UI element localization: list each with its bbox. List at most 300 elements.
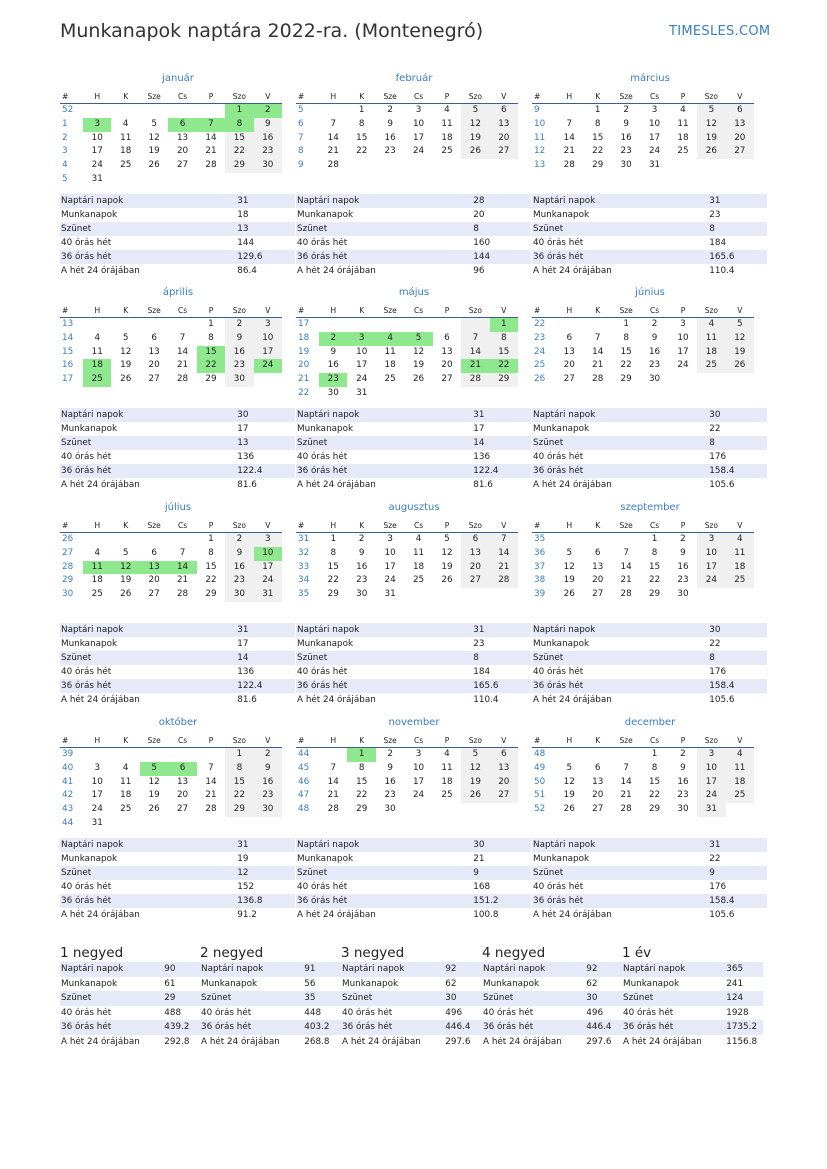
day-cell[interactable]: 2 bbox=[387, 749, 393, 759]
day-cell[interactable]: 25 bbox=[120, 160, 132, 171]
day-cell[interactable]: 26 bbox=[120, 374, 132, 385]
day-cell[interactable]: 1 bbox=[208, 534, 214, 544]
holiday-day[interactable]: 7 bbox=[197, 118, 225, 132]
day-cell[interactable]: 5 bbox=[122, 547, 129, 558]
day-cell[interactable]: 23 bbox=[356, 575, 368, 586]
holiday-day[interactable]: 6 bbox=[168, 118, 196, 132]
day-cell[interactable]: 30 bbox=[254, 803, 282, 817]
day-cell[interactable]: 28 bbox=[620, 804, 632, 815]
day-cell[interactable]: 24 bbox=[697, 574, 725, 588]
day-cell[interactable]: 21 bbox=[563, 146, 575, 157]
day-cell[interactable]: 8 bbox=[623, 332, 629, 343]
day-cell[interactable]: 19 bbox=[461, 776, 489, 790]
brand-logo-link[interactable]: TIMESLES.COM bbox=[669, 24, 771, 39]
holiday-day[interactable]: 1 bbox=[347, 748, 375, 762]
holiday-day[interactable]: 12 bbox=[111, 561, 139, 575]
day-cell[interactable]: 7 bbox=[490, 533, 518, 547]
day-cell[interactable]: 18 bbox=[412, 561, 425, 572]
day-cell[interactable]: 25 bbox=[412, 575, 425, 586]
day-cell[interactable]: 7 bbox=[179, 547, 186, 558]
day-cell[interactable]: 18 bbox=[384, 360, 396, 371]
day-cell[interactable]: 16 bbox=[384, 776, 396, 787]
day-cell[interactable]: 22 bbox=[225, 145, 253, 159]
day-cell[interactable]: 4 bbox=[94, 332, 101, 343]
day-cell[interactable]: 13 bbox=[176, 132, 189, 143]
holiday-day[interactable]: 2 bbox=[319, 332, 347, 346]
day-cell[interactable]: 24 bbox=[91, 160, 103, 171]
day-cell[interactable]: 6 bbox=[566, 332, 573, 343]
day-cell[interactable]: 26 bbox=[148, 804, 160, 815]
day-cell[interactable]: 19 bbox=[726, 346, 754, 360]
day-cell[interactable]: 18 bbox=[120, 146, 132, 157]
day-cell[interactable]: 23 bbox=[648, 360, 661, 371]
day-cell[interactable]: 12 bbox=[697, 118, 725, 132]
day-cell[interactable]: 29 bbox=[327, 589, 339, 600]
day-cell[interactable]: 17 bbox=[254, 346, 282, 360]
day-cell[interactable]: 15 bbox=[327, 561, 339, 572]
day-cell[interactable]: 10 bbox=[254, 332, 282, 346]
day-cell[interactable]: 15 bbox=[648, 561, 661, 572]
day-cell[interactable]: 3 bbox=[94, 762, 101, 773]
day-cell[interactable]: 27 bbox=[490, 789, 518, 803]
day-cell[interactable]: 14 bbox=[205, 776, 217, 787]
day-cell[interactable]: 14 bbox=[176, 346, 189, 357]
day-cell[interactable]: 20 bbox=[563, 360, 575, 371]
day-cell[interactable]: 23 bbox=[677, 790, 689, 801]
holiday-day[interactable]: 3 bbox=[347, 332, 375, 346]
day-cell[interactable]: 20 bbox=[592, 790, 604, 801]
day-cell[interactable]: 25 bbox=[677, 146, 689, 157]
day-cell[interactable]: 21 bbox=[176, 360, 189, 371]
day-cell[interactable]: 7 bbox=[623, 762, 629, 773]
day-cell[interactable]: 10 bbox=[91, 776, 103, 787]
day-cell[interactable]: 5 bbox=[566, 762, 573, 773]
holiday-day[interactable]: 2 bbox=[254, 104, 282, 118]
day-cell[interactable]: 5 bbox=[122, 332, 129, 343]
day-cell[interactable]: 1 bbox=[651, 534, 658, 544]
day-cell[interactable]: 2 bbox=[651, 319, 658, 329]
day-cell[interactable]: 31 bbox=[91, 817, 103, 828]
day-cell[interactable]: 29 bbox=[620, 374, 632, 385]
day-cell[interactable]: 19 bbox=[120, 575, 132, 586]
day-cell[interactable]: 12 bbox=[563, 776, 575, 787]
day-cell[interactable]: 19 bbox=[697, 132, 725, 146]
day-cell[interactable]: 22 bbox=[648, 575, 661, 586]
day-cell[interactable]: 30 bbox=[620, 160, 632, 171]
day-cell[interactable]: 29 bbox=[648, 804, 661, 815]
day-cell[interactable]: 6 bbox=[490, 104, 518, 118]
day-cell[interactable]: 26 bbox=[726, 359, 754, 373]
holiday-day[interactable]: 24 bbox=[254, 359, 282, 373]
day-cell[interactable]: 16 bbox=[356, 561, 368, 572]
day-cell[interactable]: 17 bbox=[648, 132, 661, 143]
day-cell[interactable]: 24 bbox=[254, 574, 282, 588]
day-cell[interactable]: 20 bbox=[176, 146, 189, 157]
day-cell[interactable]: 18 bbox=[120, 790, 132, 801]
day-cell[interactable]: 19 bbox=[120, 360, 132, 371]
day-cell[interactable]: 7 bbox=[566, 118, 573, 129]
day-cell[interactable]: 4 bbox=[444, 749, 450, 759]
day-cell[interactable]: 17 bbox=[697, 776, 725, 790]
day-cell[interactable]: 11 bbox=[120, 776, 132, 787]
day-cell[interactable]: 30 bbox=[225, 588, 253, 602]
day-cell[interactable]: 18 bbox=[91, 575, 103, 586]
day-cell[interactable]: 17 bbox=[412, 132, 425, 143]
day-cell[interactable]: 9 bbox=[330, 346, 337, 357]
day-cell[interactable]: 12 bbox=[120, 346, 132, 357]
day-cell[interactable]: 11 bbox=[726, 762, 754, 776]
day-cell[interactable]: 7 bbox=[461, 332, 489, 346]
day-cell[interactable]: 23 bbox=[254, 145, 282, 159]
day-cell[interactable]: 16 bbox=[225, 346, 253, 360]
day-cell[interactable]: 16 bbox=[648, 346, 661, 357]
day-cell[interactable]: 26 bbox=[441, 575, 453, 586]
day-cell[interactable]: 6 bbox=[726, 104, 754, 118]
day-cell[interactable]: 21 bbox=[620, 575, 632, 586]
day-cell[interactable]: 9 bbox=[225, 547, 253, 561]
day-cell[interactable]: 19 bbox=[148, 146, 160, 157]
day-cell[interactable]: 15 bbox=[648, 776, 661, 787]
day-cell[interactable]: 3 bbox=[697, 748, 725, 762]
day-cell[interactable]: 1 bbox=[225, 748, 253, 762]
day-cell[interactable]: 6 bbox=[151, 547, 157, 558]
day-cell[interactable]: 18 bbox=[726, 561, 754, 575]
day-cell[interactable]: 21 bbox=[592, 360, 604, 371]
day-cell[interactable]: 15 bbox=[225, 776, 253, 790]
day-cell[interactable]: 13 bbox=[592, 776, 604, 787]
day-cell[interactable]: 4 bbox=[726, 748, 754, 762]
day-cell[interactable]: 11 bbox=[384, 346, 396, 357]
day-cell[interactable]: 9 bbox=[225, 332, 253, 346]
holiday-day[interactable]: 13 bbox=[140, 561, 168, 575]
day-cell[interactable]: 24 bbox=[384, 575, 396, 586]
day-cell[interactable]: 2 bbox=[387, 105, 393, 115]
day-cell[interactable]: 15 bbox=[490, 346, 518, 360]
day-cell[interactable]: 17 bbox=[384, 561, 396, 572]
day-cell[interactable]: 28 bbox=[620, 589, 632, 600]
day-cell[interactable]: 27 bbox=[461, 574, 489, 588]
day-cell[interactable]: 11 bbox=[726, 547, 754, 561]
holiday-day[interactable]: 5 bbox=[404, 332, 432, 346]
day-cell[interactable]: 21 bbox=[205, 146, 217, 157]
day-cell[interactable]: 3 bbox=[651, 105, 658, 115]
day-cell[interactable]: 30 bbox=[327, 387, 339, 398]
day-cell[interactable]: 1 bbox=[594, 105, 601, 115]
day-cell[interactable]: 6 bbox=[594, 762, 601, 773]
day-cell[interactable]: 26 bbox=[461, 789, 489, 803]
day-cell[interactable]: 21 bbox=[176, 575, 189, 586]
day-cell[interactable]: 28 bbox=[205, 804, 217, 815]
day-cell[interactable]: 16 bbox=[254, 132, 282, 146]
day-cell[interactable]: 4 bbox=[444, 105, 450, 115]
day-cell[interactable]: 4 bbox=[94, 547, 101, 558]
day-cell[interactable]: 28 bbox=[563, 160, 575, 171]
day-cell[interactable]: 4 bbox=[122, 118, 129, 129]
day-cell[interactable]: 2 bbox=[358, 534, 365, 544]
day-cell[interactable]: 2 bbox=[680, 749, 686, 759]
day-cell[interactable]: 3 bbox=[415, 105, 422, 115]
holiday-day[interactable]: 18 bbox=[83, 359, 111, 373]
day-cell[interactable]: 4 bbox=[680, 105, 686, 115]
day-cell[interactable]: 10 bbox=[697, 762, 725, 776]
day-cell[interactable]: 9 bbox=[623, 118, 629, 129]
day-cell[interactable]: 13 bbox=[726, 118, 754, 132]
day-cell[interactable]: 12 bbox=[148, 776, 160, 787]
day-cell[interactable]: 1 bbox=[623, 319, 629, 329]
day-cell[interactable]: 20 bbox=[461, 561, 489, 575]
day-cell[interactable]: 30 bbox=[677, 589, 689, 600]
day-cell[interactable]: 18 bbox=[441, 132, 453, 143]
day-cell[interactable]: 5 bbox=[697, 104, 725, 118]
day-cell[interactable]: 8 bbox=[208, 332, 214, 343]
holiday-day[interactable]: 5 bbox=[140, 762, 168, 776]
day-cell[interactable]: 8 bbox=[651, 547, 658, 558]
day-cell[interactable]: 29 bbox=[648, 589, 661, 600]
day-cell[interactable]: 20 bbox=[148, 360, 160, 371]
day-cell[interactable]: 10 bbox=[648, 118, 661, 129]
day-cell[interactable]: 20 bbox=[148, 575, 160, 586]
day-cell[interactable]: 27 bbox=[176, 160, 189, 171]
day-cell[interactable]: 29 bbox=[225, 159, 253, 173]
day-cell[interactable]: 4 bbox=[697, 318, 725, 332]
day-cell[interactable]: 3 bbox=[254, 533, 282, 547]
day-cell[interactable]: 25 bbox=[384, 374, 396, 385]
day-cell[interactable]: 16 bbox=[327, 360, 339, 371]
day-cell[interactable]: 16 bbox=[254, 776, 282, 790]
day-cell[interactable]: 14 bbox=[327, 132, 339, 143]
day-cell[interactable]: 4 bbox=[122, 762, 129, 773]
day-cell[interactable]: 6 bbox=[151, 332, 157, 343]
day-cell[interactable]: 31 bbox=[648, 160, 661, 171]
day-cell[interactable]: 23 bbox=[225, 574, 253, 588]
day-cell[interactable]: 31 bbox=[356, 387, 368, 398]
day-cell[interactable]: 14 bbox=[490, 547, 518, 561]
day-cell[interactable]: 10 bbox=[356, 346, 368, 357]
day-cell[interactable]: 4 bbox=[415, 534, 422, 544]
day-cell[interactable]: 29 bbox=[592, 160, 604, 171]
day-cell[interactable]: 29 bbox=[490, 373, 518, 387]
day-cell[interactable]: 29 bbox=[205, 374, 217, 385]
day-cell[interactable]: 19 bbox=[412, 360, 425, 371]
day-cell[interactable]: 3 bbox=[680, 319, 686, 329]
day-cell[interactable]: 9 bbox=[387, 762, 393, 773]
day-cell[interactable]: 7 bbox=[330, 762, 337, 773]
day-cell[interactable]: 27 bbox=[148, 589, 160, 600]
day-cell[interactable]: 28 bbox=[327, 804, 339, 815]
day-cell[interactable]: 19 bbox=[441, 561, 453, 572]
day-cell[interactable]: 15 bbox=[356, 132, 368, 143]
day-cell[interactable]: 19 bbox=[461, 132, 489, 146]
day-cell[interactable]: 16 bbox=[677, 561, 689, 572]
day-cell[interactable]: 23 bbox=[384, 790, 396, 801]
day-cell[interactable]: 18 bbox=[726, 776, 754, 790]
day-cell[interactable]: 2 bbox=[225, 318, 253, 332]
day-cell[interactable]: 10 bbox=[677, 332, 689, 343]
day-cell[interactable]: 17 bbox=[697, 561, 725, 575]
day-cell[interactable]: 3 bbox=[387, 534, 393, 544]
day-cell[interactable]: 2 bbox=[225, 533, 253, 547]
day-cell[interactable]: 1 bbox=[651, 749, 658, 759]
holiday-day[interactable]: 14 bbox=[168, 561, 196, 575]
day-cell[interactable]: 8 bbox=[490, 332, 518, 346]
day-cell[interactable]: 14 bbox=[592, 346, 604, 357]
day-cell[interactable]: 28 bbox=[490, 574, 518, 588]
day-cell[interactable]: 17 bbox=[356, 360, 368, 371]
day-cell[interactable]: 27 bbox=[176, 804, 189, 815]
day-cell[interactable]: 9 bbox=[387, 118, 393, 129]
day-cell[interactable]: 2 bbox=[623, 105, 629, 115]
holiday-day[interactable]: 23 bbox=[319, 373, 347, 387]
day-cell[interactable]: 28 bbox=[327, 160, 339, 171]
day-cell[interactable]: 25 bbox=[441, 790, 453, 801]
day-cell[interactable]: 14 bbox=[620, 776, 632, 787]
day-cell[interactable]: 21 bbox=[490, 561, 518, 575]
day-cell[interactable]: 25 bbox=[441, 146, 453, 157]
holiday-day[interactable]: 1 bbox=[225, 104, 253, 118]
day-cell[interactable]: 11 bbox=[120, 132, 132, 143]
day-cell[interactable]: 26 bbox=[148, 160, 160, 171]
day-cell[interactable]: 30 bbox=[677, 804, 689, 815]
holiday-day[interactable]: 25 bbox=[83, 373, 111, 387]
day-cell[interactable]: 20 bbox=[490, 776, 518, 790]
day-cell[interactable]: 21 bbox=[620, 790, 632, 801]
day-cell[interactable]: 24 bbox=[356, 374, 368, 385]
day-cell[interactable]: 17 bbox=[91, 790, 103, 801]
day-cell[interactable]: 13 bbox=[490, 762, 518, 776]
day-cell[interactable]: 25 bbox=[726, 574, 754, 588]
day-cell[interactable]: 5 bbox=[566, 547, 573, 558]
day-cell[interactable]: 11 bbox=[91, 346, 103, 357]
day-cell[interactable]: 28 bbox=[176, 589, 189, 600]
day-cell[interactable]: 24 bbox=[697, 789, 725, 803]
day-cell[interactable]: 23 bbox=[677, 575, 689, 586]
day-cell[interactable]: 15 bbox=[205, 561, 217, 572]
day-cell[interactable]: 26 bbox=[563, 804, 575, 815]
day-cell[interactable]: 10 bbox=[412, 762, 425, 773]
holiday-day[interactable]: 11 bbox=[83, 561, 111, 575]
day-cell[interactable]: 28 bbox=[205, 160, 217, 171]
day-cell[interactable]: 9 bbox=[254, 762, 282, 776]
day-cell[interactable]: 5 bbox=[726, 318, 754, 332]
day-cell[interactable]: 30 bbox=[356, 589, 368, 600]
day-cell[interactable]: 12 bbox=[461, 118, 489, 132]
day-cell[interactable]: 13 bbox=[592, 561, 604, 572]
day-cell[interactable]: 15 bbox=[620, 346, 632, 357]
day-cell[interactable]: 1 bbox=[208, 319, 214, 329]
day-cell[interactable]: 9 bbox=[651, 332, 658, 343]
day-cell[interactable]: 9 bbox=[254, 118, 282, 132]
day-cell[interactable]: 17 bbox=[91, 146, 103, 157]
day-cell[interactable]: 21 bbox=[205, 790, 217, 801]
day-cell[interactable]: 29 bbox=[205, 589, 217, 600]
day-cell[interactable]: 27 bbox=[490, 145, 518, 159]
day-cell[interactable]: 14 bbox=[327, 776, 339, 787]
day-cell[interactable]: 5 bbox=[444, 534, 450, 544]
day-cell[interactable]: 27 bbox=[563, 374, 575, 385]
day-cell[interactable]: 3 bbox=[697, 533, 725, 547]
day-cell[interactable]: 27 bbox=[726, 145, 754, 159]
day-cell[interactable]: 26 bbox=[697, 145, 725, 159]
day-cell[interactable]: 18 bbox=[697, 346, 725, 360]
day-cell[interactable]: 31 bbox=[697, 803, 725, 817]
day-cell[interactable]: 21 bbox=[327, 790, 339, 801]
day-cell[interactable]: 22 bbox=[648, 790, 661, 801]
day-cell[interactable]: 13 bbox=[148, 346, 160, 357]
day-cell[interactable]: 24 bbox=[412, 790, 425, 801]
day-cell[interactable]: 6 bbox=[444, 332, 450, 343]
day-cell[interactable]: 27 bbox=[441, 374, 453, 385]
day-cell[interactable]: 20 bbox=[176, 790, 189, 801]
day-cell[interactable]: 30 bbox=[225, 373, 253, 387]
day-cell[interactable]: 15 bbox=[225, 132, 253, 146]
day-cell[interactable]: 19 bbox=[148, 790, 160, 801]
holiday-day[interactable]: 3 bbox=[83, 118, 111, 132]
day-cell[interactable]: 18 bbox=[441, 776, 453, 787]
day-cell[interactable]: 12 bbox=[441, 547, 453, 558]
day-cell[interactable]: 13 bbox=[490, 118, 518, 132]
day-cell[interactable]: 26 bbox=[563, 589, 575, 600]
day-cell[interactable]: 17 bbox=[254, 561, 282, 575]
day-cell[interactable]: 8 bbox=[358, 762, 365, 773]
day-cell[interactable]: 16 bbox=[620, 132, 632, 143]
day-cell[interactable]: 25 bbox=[697, 359, 725, 373]
day-cell[interactable]: 28 bbox=[461, 373, 489, 387]
day-cell[interactable]: 8 bbox=[208, 547, 214, 558]
holiday-day[interactable]: 22 bbox=[197, 359, 225, 373]
day-cell[interactable]: 11 bbox=[441, 118, 453, 129]
day-cell[interactable]: 13 bbox=[461, 547, 489, 561]
day-cell[interactable]: 22 bbox=[592, 146, 604, 157]
day-cell[interactable]: 14 bbox=[563, 132, 575, 143]
day-cell[interactable]: 19 bbox=[563, 790, 575, 801]
day-cell[interactable]: 24 bbox=[412, 146, 425, 157]
day-cell[interactable]: 17 bbox=[677, 346, 689, 357]
day-cell[interactable]: 9 bbox=[358, 547, 365, 558]
day-cell[interactable]: 13 bbox=[563, 346, 575, 357]
day-cell[interactable]: 15 bbox=[356, 776, 368, 787]
day-cell[interactable]: 11 bbox=[412, 547, 425, 558]
day-cell[interactable]: 1 bbox=[358, 105, 365, 115]
holiday-day[interactable]: 10 bbox=[254, 547, 282, 561]
day-cell[interactable]: 26 bbox=[461, 145, 489, 159]
day-cell[interactable]: 12 bbox=[726, 332, 754, 346]
day-cell[interactable]: 10 bbox=[697, 547, 725, 561]
day-cell[interactable]: 23 bbox=[384, 146, 396, 157]
day-cell[interactable]: 23 bbox=[254, 789, 282, 803]
day-cell[interactable]: 27 bbox=[592, 589, 604, 600]
day-cell[interactable]: 10 bbox=[384, 547, 396, 558]
day-cell[interactable]: 24 bbox=[91, 804, 103, 815]
day-cell[interactable]: 8 bbox=[330, 547, 337, 558]
day-cell[interactable]: 7 bbox=[623, 547, 629, 558]
day-cell[interactable]: 13 bbox=[441, 346, 453, 357]
day-cell[interactable]: 6 bbox=[594, 547, 601, 558]
day-cell[interactable]: 12 bbox=[148, 132, 160, 143]
day-cell[interactable]: 31 bbox=[91, 173, 103, 184]
day-cell[interactable]: 7 bbox=[330, 118, 337, 129]
day-cell[interactable]: 5 bbox=[151, 118, 157, 129]
day-cell[interactable]: 17 bbox=[412, 776, 425, 787]
day-cell[interactable]: 2 bbox=[254, 748, 282, 762]
holiday-day[interactable]: 21 bbox=[461, 359, 489, 373]
day-cell[interactable]: 28 bbox=[592, 374, 604, 385]
day-cell[interactable]: 16 bbox=[225, 561, 253, 575]
day-cell[interactable]: 7 bbox=[208, 762, 214, 773]
day-cell[interactable]: 11 bbox=[441, 762, 453, 773]
day-cell[interactable]: 2 bbox=[680, 534, 686, 544]
holiday-day[interactable]: 4 bbox=[376, 332, 404, 346]
day-cell[interactable]: 6 bbox=[490, 748, 518, 762]
